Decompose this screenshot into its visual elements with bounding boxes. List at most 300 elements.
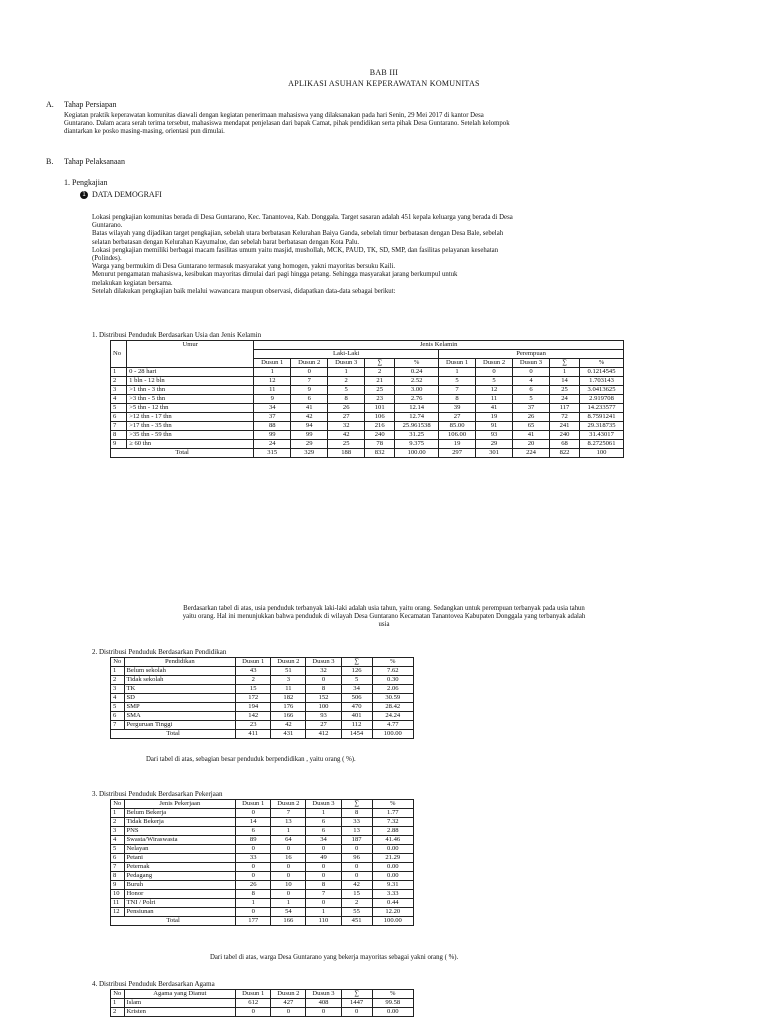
table-cell: 25.961538 <box>395 422 439 431</box>
table-cell: 0.44 <box>372 899 413 908</box>
section-a-heading: Tahap Persiapan <box>64 100 117 109</box>
table-cell: 427 <box>271 999 306 1008</box>
table-cell: 41.46 <box>372 836 413 845</box>
table-cell: 27 <box>439 413 476 422</box>
table-row <box>111 395 624 404</box>
table-row <box>111 881 414 890</box>
table4-header-row <box>111 990 414 999</box>
chapter-title: APLIKASI ASUHAN KEPERAWATAN KOMUNITAS <box>288 79 480 88</box>
table-row <box>111 872 414 881</box>
table-cell: 4 <box>513 377 550 386</box>
table-cell: 2 <box>365 368 395 377</box>
table-cell: 24.24 <box>372 712 413 721</box>
table-cell: 34 <box>306 836 341 845</box>
table-cell: 6 <box>111 854 125 863</box>
table-cell: 1 bln - 12 bln <box>127 377 254 386</box>
table-cell: 7 <box>306 890 341 899</box>
table-cell: >1 thn - 3 thn <box>127 386 254 395</box>
table-cell: 3 <box>111 386 127 395</box>
table-cell: 5 <box>476 377 513 386</box>
table-cell: 43 <box>236 667 271 676</box>
table-cell: 0 <box>236 908 271 917</box>
table-row <box>111 685 414 694</box>
table-cell: 100.00 <box>372 730 413 739</box>
table-cell: >12 thn - 17 thn <box>127 413 254 422</box>
table-cell: 0 <box>271 890 306 899</box>
table-cell: 29.318735 <box>580 422 624 431</box>
table-cell: 3.0413625 <box>580 386 624 395</box>
table-cell: 0.30 <box>372 676 413 685</box>
table-cell: 25 <box>550 386 580 395</box>
table-cell: 1 <box>306 908 341 917</box>
total-label: Total <box>111 449 254 458</box>
table-usia-jenis-kelamin <box>110 340 624 458</box>
table-cell: 2.88 <box>372 827 413 836</box>
table-row <box>111 368 624 377</box>
table-cell: 431 <box>271 730 306 739</box>
table-cell: 15 <box>236 685 271 694</box>
table1-subheader-cell: ∑ <box>365 359 395 368</box>
table-cell: 65 <box>513 422 550 431</box>
table-cell: 412 <box>306 730 341 739</box>
table-cell: 91 <box>476 422 513 431</box>
table-row <box>111 422 624 431</box>
table-cell: 12.20 <box>372 908 413 917</box>
table-cell: 12.74 <box>395 413 439 422</box>
table-cell: 68 <box>550 440 580 449</box>
table-cell: 1 <box>550 368 580 377</box>
table-cell: Belum Bekerja <box>124 809 236 818</box>
table-cell: 31.43017 <box>580 431 624 440</box>
table-cell: 1 <box>306 809 341 818</box>
table-cell: 177 <box>236 917 271 926</box>
table4-header-cell: Dusun 1 <box>236 990 271 999</box>
table-cell: 32 <box>306 667 341 676</box>
table-cell: 32 <box>328 422 365 431</box>
table-cell: 297 <box>439 449 476 458</box>
table3-header-cell: ∑ <box>341 800 372 809</box>
table-cell: 6 <box>306 818 341 827</box>
table4-header-cell: Agama yang Dianut <box>124 990 236 999</box>
table-cell: 182 <box>271 694 306 703</box>
table-row <box>111 676 414 685</box>
table-row <box>111 386 624 395</box>
table-total-row <box>111 917 414 926</box>
table-cell: 7 <box>271 809 306 818</box>
table-cell: Petani <box>124 854 236 863</box>
table-cell: 1447 <box>341 999 372 1008</box>
table-cell: 401 <box>341 712 372 721</box>
table-cell: 54 <box>271 908 306 917</box>
table1-summary-line: usia <box>378 621 390 629</box>
table-cell: 16 <box>271 854 306 863</box>
table1-summary-line: yaitu orang. Hal ini menunjukkan bahwa penduduk di wilayah Desa Guntarano Kecamatan Tanantovea Kabupaten Donggala yang terbanyak adalah <box>182 613 586 621</box>
table-cell: 8 <box>341 809 372 818</box>
table2-header-cell: Dusun 1 <box>236 658 271 667</box>
table-cell: 72 <box>550 413 580 422</box>
table-cell: 100 <box>580 449 624 458</box>
table-agama <box>110 989 414 1017</box>
table-cell: 15 <box>341 890 372 899</box>
table-row <box>111 818 414 827</box>
table-cell: 101 <box>365 404 395 413</box>
table-cell: 29 <box>291 440 328 449</box>
table-cell: 2.919708 <box>580 395 624 404</box>
table1-summary-line: Berdasarkan tabel di atas, usia penduduk terbanyak laki-laki adalah usia tahun, yaitu orang. Sedangkan untuk perempuan terbanyak pada usia tahun <box>183 605 585 612</box>
table-cell: 85.00 <box>439 422 476 431</box>
table-cell: 9.375 <box>395 440 439 449</box>
table-cell: 8 <box>236 890 271 899</box>
table-cell: 13 <box>341 827 372 836</box>
table-cell: 8 <box>111 431 127 440</box>
table1-header-laki-laki: Laki-Laki <box>254 350 439 359</box>
chapter-number: BAB III <box>369 68 399 77</box>
table-row <box>111 413 624 422</box>
table-cell: 1 <box>111 999 125 1008</box>
table-cell: 822 <box>550 449 580 458</box>
table-cell: 152 <box>306 694 341 703</box>
table-row <box>111 440 624 449</box>
table-cell: 27 <box>306 721 341 730</box>
table-cell: Tidak sekolah <box>124 676 236 685</box>
table-cell: 23 <box>236 721 271 730</box>
table-cell: 224 <box>513 449 550 458</box>
table-cell: 9 <box>111 440 127 449</box>
table-cell: 78 <box>365 440 395 449</box>
table-cell: 0 <box>341 863 372 872</box>
table-cell: 100.00 <box>395 449 439 458</box>
table-row <box>111 899 414 908</box>
table2-header-cell: % <box>372 658 413 667</box>
table-cell: 14.233577 <box>580 404 624 413</box>
table-cell: Pedagang <box>124 872 236 881</box>
table-total-row <box>111 449 624 458</box>
table1-subheader-cell: Dusun 1 <box>254 359 291 368</box>
table-row <box>111 667 414 676</box>
table-cell: 5 <box>111 703 125 712</box>
table-cell: 8 <box>328 395 365 404</box>
table-row <box>111 809 414 818</box>
demografi-line: Lokasi pengkajian memiliki berbagai macam fasilitas umum yaitu masjid, mushollah, MCK, PAUD, TK, SD, SMP, dan fasilitas pelayanan kesehatan <box>92 246 499 254</box>
table-cell: 4.77 <box>372 721 413 730</box>
demografi-line: selatan berbatasan dengan Kelurahan Kayumalue, dan sebelah barat berbatasan dengan Kota Palu. <box>92 238 360 246</box>
table3-body <box>111 809 414 926</box>
table-row <box>111 863 414 872</box>
table2-header-cell: ∑ <box>341 658 372 667</box>
demografi-line: Guntarano. <box>92 222 123 230</box>
table-cell: 8.2725061 <box>580 440 624 449</box>
table-cell: 166 <box>271 712 306 721</box>
table-cell: 42 <box>291 413 328 422</box>
total-label: Total <box>111 730 236 739</box>
table-cell: 241 <box>550 422 580 431</box>
table-cell: 0 - 28 hari <box>127 368 254 377</box>
table-cell: 1 <box>328 368 365 377</box>
table-cell: 0 <box>291 368 328 377</box>
table-cell: TNI / Polri <box>124 899 236 908</box>
table-cell: 0.00 <box>372 845 413 854</box>
table-cell: 6 <box>111 712 125 721</box>
table-cell: 2 <box>111 1008 125 1017</box>
table-cell: 51 <box>271 667 306 676</box>
table-cell: 194 <box>236 703 271 712</box>
table-cell: Nelayan <box>124 845 236 854</box>
table-cell: 240 <box>365 431 395 440</box>
table-cell: 7 <box>111 721 125 730</box>
table1-caption: 1. Distribusi Penduduk Berdasarkan Usia dan Jenis Kelamin <box>92 331 262 339</box>
table-cell: 42 <box>341 881 372 890</box>
table1-header-perempuan: Perempuan <box>439 350 624 359</box>
table1-subheader-cell: Dusun 2 <box>476 359 513 368</box>
table3-header-cell: Dusun 1 <box>236 800 271 809</box>
table-cell: 216 <box>365 422 395 431</box>
demografi-label: DATA DEMOGRAFI <box>92 190 162 199</box>
table3-caption: 3. Distribusi Penduduk Berdasarkan Pekerjaan <box>92 790 223 798</box>
table-cell: 301 <box>476 449 513 458</box>
table-cell: 27 <box>328 413 365 422</box>
table4-header-cell: Dusun 3 <box>306 990 341 999</box>
table4-header-cell: No <box>111 990 125 999</box>
table-cell: ≥ 60 thn <box>127 440 254 449</box>
table-cell: SD <box>124 694 236 703</box>
table-cell: 9.31 <box>372 881 413 890</box>
table-cell: 93 <box>476 431 513 440</box>
table1-subheader-cell: Dusun 3 <box>328 359 365 368</box>
table2-header-row <box>111 658 414 667</box>
table2-body <box>111 667 414 739</box>
table-cell: 42 <box>271 721 306 730</box>
table-cell: 106 <box>365 413 395 422</box>
table2-header-cell: Dusun 2 <box>271 658 306 667</box>
table-cell: 0 <box>341 845 372 854</box>
table-cell: 94 <box>291 422 328 431</box>
table-cell: 0 <box>271 872 306 881</box>
table-cell: 1 <box>439 368 476 377</box>
table-cell: 1 <box>111 667 125 676</box>
table-cell: 6 <box>111 413 127 422</box>
table1-header-no: No <box>111 341 127 368</box>
table-cell: 12 <box>111 908 125 917</box>
table-cell: 2 <box>328 377 365 386</box>
table-cell: 12.14 <box>395 404 439 413</box>
table-cell: 11 <box>111 899 125 908</box>
numbered-bullet-icon: 1 <box>80 191 88 199</box>
table-cell: 2 <box>111 818 125 827</box>
table-cell: 21.29 <box>372 854 413 863</box>
table-cell: 24 <box>550 395 580 404</box>
table-cell: 41 <box>513 431 550 440</box>
table-cell: 9 <box>254 395 291 404</box>
demografi-heading <box>80 190 162 199</box>
table-cell: 34 <box>341 685 372 694</box>
table-cell: 11 <box>254 386 291 395</box>
table-cell: 2 <box>111 377 127 386</box>
table-cell: 6 <box>513 386 550 395</box>
table-cell: 6 <box>236 827 271 836</box>
table-cell: 6 <box>291 395 328 404</box>
table-cell: 5 <box>341 676 372 685</box>
table-cell: 7 <box>439 386 476 395</box>
table-cell: Belum sekolah <box>124 667 236 676</box>
table-cell: TK <box>124 685 236 694</box>
table2-header-cell: Dusun 3 <box>306 658 341 667</box>
table-cell: 20 <box>513 440 550 449</box>
table-cell: 14 <box>236 818 271 827</box>
table-cell: Swasta/Wiraswasta <box>124 836 236 845</box>
table-row <box>111 712 414 721</box>
table-cell: Peternak <box>124 863 236 872</box>
demografi-line: Setelah dilakukan pengkajian baik melalui wawancara maupun observasi, didapatkan data-data sebagai berikut: <box>92 287 396 295</box>
table-cell: 166 <box>271 917 306 926</box>
table-cell: 41 <box>476 404 513 413</box>
table-row <box>111 827 414 836</box>
table-cell: 0 <box>271 845 306 854</box>
table-cell: 93 <box>306 712 341 721</box>
table-cell: 3 <box>111 827 125 836</box>
table-cell: 506 <box>341 694 372 703</box>
table-cell: 0 <box>306 1008 341 1017</box>
table2-note: Dari tabel di atas, sebagian besar penduduk berpendidikan , yaitu orang ( %). <box>146 756 356 763</box>
table-cell: 100 <box>306 703 341 712</box>
table-cell: 0.24 <box>395 368 439 377</box>
table-cell: 3 <box>271 676 306 685</box>
table-cell: 142 <box>236 712 271 721</box>
section-a-line-2: Guntarano. Dalam acara serah terima tersebut, mahasiswa mendapat penjelasan dari bapak Camat, pihak pendidikan serta pihak Desa Guntarano. Setelah kelompok <box>64 120 510 128</box>
table3-header-cell: No <box>111 800 125 809</box>
table-cell: 2 <box>236 676 271 685</box>
table1-summary <box>100 605 668 630</box>
section-b-label: B. <box>46 157 54 166</box>
table-cell: 2.06 <box>372 685 413 694</box>
table-cell: 1.703143 <box>580 377 624 386</box>
table1-subheader-cell: Dusun 3 <box>513 359 550 368</box>
table-cell: Honor <box>124 890 236 899</box>
table-cell: 30.59 <box>372 694 413 703</box>
table-cell: 1 <box>271 899 306 908</box>
table3-header-cell: Dusun 2 <box>271 800 306 809</box>
table-row <box>111 836 414 845</box>
table-cell: 33 <box>236 854 271 863</box>
table-cell: 1454 <box>341 730 372 739</box>
demografi-line: Lokasi pengkajian komunitas berada di Desa Guntarano, Kec. Tanantovea, Kab. Donggala. Target sasaran adalah 451 kepala keluarga yang berada di Desa <box>92 214 513 221</box>
table-cell: 187 <box>341 836 372 845</box>
demografi-paragraphs <box>92 214 722 296</box>
table-cell: 28.42 <box>372 703 413 712</box>
table2-caption: 2. Distribusi Penduduk Berdasarkan Pendidikan <box>92 648 227 656</box>
table2-header-cell: Pendidikan <box>124 658 236 667</box>
table-cell: 12 <box>254 377 291 386</box>
table-cell: 29 <box>476 440 513 449</box>
table1-body <box>111 368 624 458</box>
table-pekerjaan <box>110 799 414 926</box>
section-a-paragraph <box>64 112 724 137</box>
table-cell: 96 <box>341 854 372 863</box>
table-cell: 37 <box>254 413 291 422</box>
section-b-heading: Tahap Pelaksanaan <box>64 157 125 166</box>
table-cell: >3 thn - 5 thn <box>127 395 254 404</box>
demografi-line: Menurut pengamatan mahasiswa, kesibukan mayoritas dimulai dari pagi hingga petang. Sehingga masyarakat jarang berkumpul untuk <box>92 271 458 279</box>
table2-header-cell: No <box>111 658 125 667</box>
table4-header-cell: ∑ <box>341 990 372 999</box>
table-cell: 0 <box>271 863 306 872</box>
table1-subheader-cell: Dusun 1 <box>439 359 476 368</box>
table-cell: 26 <box>513 413 550 422</box>
table-cell: 3.00 <box>395 386 439 395</box>
table-cell: 4 <box>111 694 125 703</box>
table-cell: 49 <box>306 854 341 863</box>
section-a-line-1: Kegiatan praktik keperawatan komunitas diawali dengan kegiatan penerimaan mahasiswa yang dilaksanakan pada hari Senin, 29 Mei 2017 di kantor Desa <box>64 112 484 119</box>
table-cell: 25 <box>328 440 365 449</box>
table-cell: 99 <box>254 431 291 440</box>
table-cell: 2.52 <box>395 377 439 386</box>
table-cell: 4 <box>111 836 125 845</box>
table-cell: 0 <box>236 863 271 872</box>
table-cell: Islam <box>124 999 236 1008</box>
table-total-row <box>111 730 414 739</box>
table-cell: 7.62 <box>372 667 413 676</box>
table-cell: 4 <box>111 395 127 404</box>
table-cell: 411 <box>236 730 271 739</box>
table-cell: 3.33 <box>372 890 413 899</box>
table-cell: 10 <box>271 881 306 890</box>
table-cell: 34 <box>254 404 291 413</box>
table3-header-cell: Jenis Pekerjaan <box>124 800 236 809</box>
table-cell: 188 <box>328 449 365 458</box>
table-cell: 176 <box>271 703 306 712</box>
table-cell: 19 <box>439 440 476 449</box>
table-cell: 10 <box>111 890 125 899</box>
table-cell: 0 <box>513 368 550 377</box>
table-cell: 110 <box>306 917 341 926</box>
table-cell: 2 <box>341 899 372 908</box>
table-row <box>111 854 414 863</box>
table-cell: 408 <box>306 999 341 1008</box>
table-cell: 7.32 <box>372 818 413 827</box>
table1-header-umur: Umur <box>127 341 254 368</box>
total-label: Total <box>111 917 236 926</box>
table-cell: 1 <box>271 827 306 836</box>
table-cell: 0 <box>306 863 341 872</box>
table3-header-cell: Dusun 3 <box>306 800 341 809</box>
table3-note: Dari tabel di atas, warga Desa Guntarano yang bekerja mayoritas sebagai yakni orang ( %). <box>210 954 459 961</box>
table-cell: 329 <box>291 449 328 458</box>
table-cell: 1 <box>254 368 291 377</box>
table-cell: 3 <box>111 685 125 694</box>
table4-caption: 4. Distribusi Penduduk Berdasarkan Agama <box>92 980 215 988</box>
table-cell: 12 <box>476 386 513 395</box>
table-cell: 5 <box>439 377 476 386</box>
table-cell: 1 <box>111 809 125 818</box>
table-cell: 0 <box>306 899 341 908</box>
table-row <box>111 404 624 413</box>
table-cell: 0 <box>306 676 341 685</box>
table1-header-row-1 <box>111 341 624 350</box>
table-cell: 14 <box>550 377 580 386</box>
table-cell: 0.00 <box>372 872 413 881</box>
table1-header-jenis-kelamin: Jenis Kelamin <box>254 341 624 350</box>
table-cell: 612 <box>236 999 271 1008</box>
table-row <box>111 845 414 854</box>
table-cell: 5 <box>111 845 125 854</box>
table-cell: 106.00 <box>439 431 476 440</box>
table-row <box>111 694 414 703</box>
table-cell: 240 <box>550 431 580 440</box>
table-cell: >5 thn - 12 thn <box>127 404 254 413</box>
table-cell: 11 <box>476 395 513 404</box>
table-cell: 8 <box>306 685 341 694</box>
table-cell: 470 <box>341 703 372 712</box>
table-cell: 5 <box>111 404 127 413</box>
